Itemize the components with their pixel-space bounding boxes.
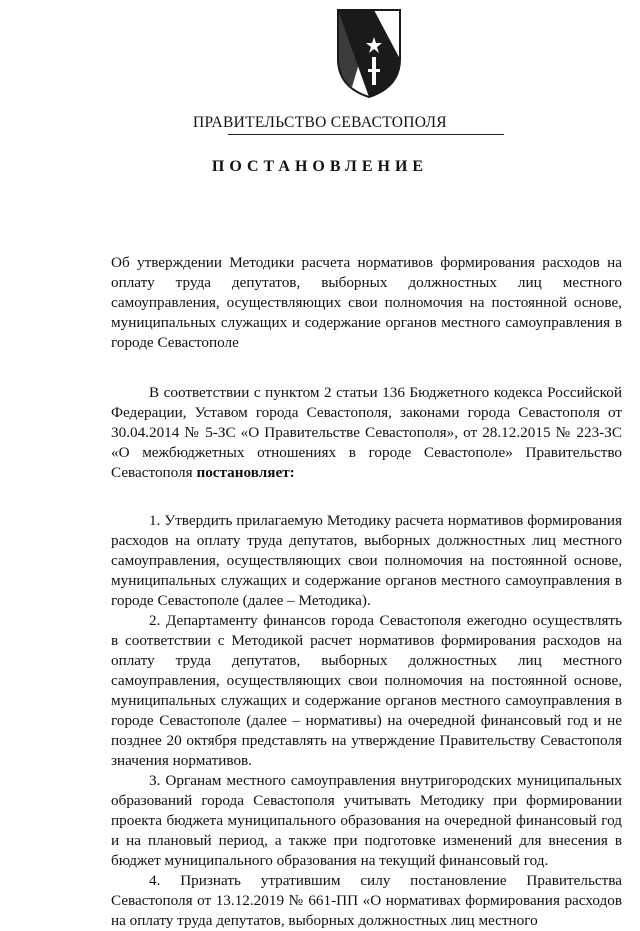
header-divider <box>228 134 504 135</box>
document-body <box>111 253 622 931</box>
list-item: 2. Департаменту финансов города Севастополя ежегодно осуществлять в соответствии с Методикой расчет нормативов формирования расходов на оплату труда депутатов, выборных должностных лиц местного самоуправления, осуществляющих свои полномочия на постоянной основе, муниципальных служащих и содержание органов местного самоуправления в городе Севастополе (далее – нормативы) на очередной финансовый год и не позднее 20 октября представлять на утверждение Правительству Севастополя значения нормативов. <box>111 612 622 769</box>
list-item: 3. Органам местного самоуправления внутригородских муниципальных образований города Севастополя учитывать Методику при формировании проекта бюджета муниципального образования на очередной финансовый год и на плановый период, а также при подготовке изменений для внесения в бюджет муниципального образования на текущий финансовый год. <box>111 772 622 869</box>
list-item: 4. Признать утратившим силу постановление Правительства Севастополя от 13.12.2019 № 661-ПП «О нормативах формирования расходов на оплату труда депутатов, выборных должностных лиц местного <box>111 872 622 929</box>
preamble-resolve: постановляет: <box>196 464 295 481</box>
organization-name: ПРАВИТЕЛЬСТВО СЕВАСТОПОЛЯ <box>193 114 447 131</box>
preamble <box>111 383 622 483</box>
document-title: Об утверждении Методики расчета нормативов формирования расходов на оплату труда депутатов, выборных должностных лиц местного самоуправления, осуществляющих свои полномочия на постоянной основе, муниципальных служащих и содержание органов местного самоуправления в городе Севастополе <box>111 254 622 351</box>
document-type: ПОСТАНОВЛЕНИЕ <box>211 158 429 175</box>
preamble-text: В соответствии с пунктом 2 статьи 136 Бюджетного кодекса Российской Федерации, Уставом города Севастополя, законами города Севастополя от 30.04.2014 № 5-ЗС «О Правительстве Севастополя», от 28.12.2015 № 223-ЗС «О межбюджетных отношениях в городе Севастополе» Правительство Севастополя <box>111 384 622 481</box>
list-item: 1. Утвердить прилагаемую Методику расчета нормативов формирования расходов на оплату труда депутатов, выборных должностных лиц местного самоуправления, осуществляющих свои полномочия на постоянной основе, муниципальных служащих и содержание органов местного самоуправления в городе Севастополе (далее – Методика). <box>111 512 622 609</box>
sevastopol-coat-of-arms-icon <box>334 7 404 99</box>
